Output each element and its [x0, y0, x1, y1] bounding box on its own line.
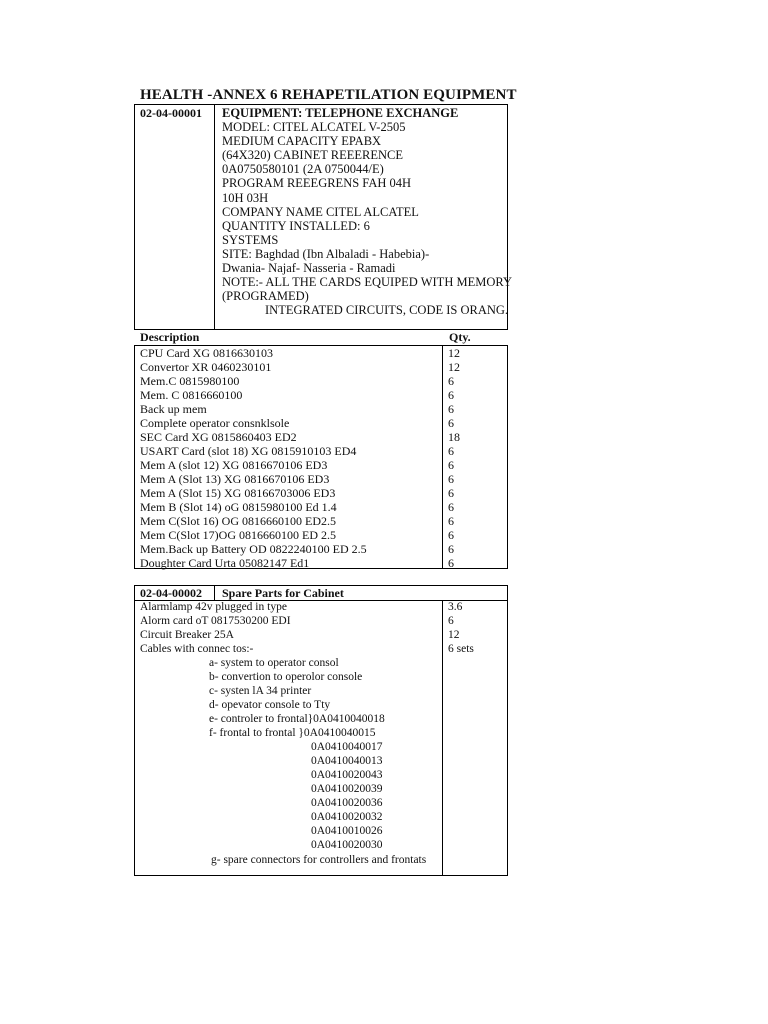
column-divider	[214, 586, 215, 600]
spare-parts-table	[134, 600, 508, 876]
part-description: Alarmlamp 42v plugged in type	[140, 601, 287, 613]
item-description: Mem C(Slot 16) OG 0816660100 ED2.5	[140, 514, 336, 528]
part-qty: 6 sets	[448, 643, 474, 655]
equipment-line: (64X320) CABINET REEERENCE	[222, 148, 404, 163]
item-qty: 6	[448, 402, 454, 416]
item-description: Mem A (slot 12) XG 0816670106 ED3	[140, 458, 328, 472]
table-row	[135, 811, 507, 825]
part-description: Cables with connec tos:-	[140, 643, 254, 655]
part-description: Circuit Breaker 25A	[140, 629, 234, 641]
item-description: Mem C(Slot 17)OG 0816660100 ED 2.5	[140, 528, 336, 542]
equipment-line: QUANTITY INSTALLED: 6	[222, 218, 370, 233]
table-row	[135, 402, 507, 416]
table-row	[135, 472, 507, 486]
part-code: 0A0410020039	[311, 783, 383, 795]
part-code: 0A0410020030	[311, 839, 383, 851]
item-description: CPU Card XG 0816630103	[140, 346, 274, 360]
qty-header: Qty.	[449, 330, 471, 344]
table-row	[135, 542, 507, 556]
equipment-line: MEDIUM CAPACITY EPABX	[222, 134, 382, 149]
equipment-line: Dwania- Najaf- Nasseria - Ramadi	[222, 261, 396, 276]
table-row	[135, 601, 507, 615]
part-code: 0A0410010026	[311, 825, 383, 837]
table-row	[135, 671, 507, 685]
item-qty: 6	[448, 486, 454, 500]
part-description: e- controler to frontal}0A0410040018	[209, 713, 385, 725]
table-row	[135, 657, 507, 671]
item-description: Mem A (Slot 13) XG 0816670106 ED3	[140, 472, 330, 486]
item-qty: 6	[448, 472, 454, 486]
part-description: c- systen lA 34 printer	[209, 685, 312, 697]
equipment-details	[222, 106, 513, 318]
item-qty: 6	[448, 556, 454, 570]
item-description: Convertor XR 0460230101	[140, 360, 272, 374]
table-row	[135, 615, 507, 629]
table-row	[135, 500, 507, 514]
table-row	[135, 486, 507, 500]
spare-parts-code: 02-04-00002	[140, 586, 202, 600]
item-qty: 18	[448, 430, 460, 444]
table-row	[135, 797, 507, 811]
item-qty: 6	[448, 388, 454, 402]
equipment-line: MODEL: CITEL ALCATEL V-2505	[222, 120, 406, 135]
table-row	[135, 685, 507, 699]
part-description: Alorm card oT 0817530200 EDI	[140, 615, 291, 627]
table-row	[135, 388, 507, 402]
table-row	[135, 854, 507, 868]
equipment-line: 0A0750580101 (2A 0750044/E)	[222, 162, 384, 177]
table-row	[135, 699, 507, 713]
item-qty: 6	[448, 444, 454, 458]
spare-parts-title: Spare Parts for Cabinet	[222, 586, 344, 600]
part-qty: 12	[448, 629, 460, 641]
table-row	[135, 514, 507, 528]
part-code: 0A0410020043	[311, 769, 383, 781]
part-code: 0A0410020032	[311, 811, 383, 823]
page-title: HEALTH -ANNEX 6 REHAPETILATION EQUIPMENT	[140, 87, 517, 103]
item-description: Mem. C 0816660100	[140, 388, 243, 402]
item-description: Mem.C 0815980100	[140, 374, 240, 388]
equipment-line: NOTE:- ALL THE CARDS EQUIPED WITH MEMORY	[222, 275, 513, 290]
equipment-header-box	[134, 104, 513, 330]
item-qty: 6	[448, 374, 454, 388]
item-qty: 12	[448, 346, 460, 360]
table-row	[135, 643, 507, 657]
item-description: Doughter Card Urta 05082147 Ed1	[140, 556, 310, 570]
item-description: USART Card (slot 18) XG 0815910103 ED4	[140, 444, 357, 458]
equipment-code: 02-04-00001	[140, 106, 202, 120]
equipment-line: 10H 03H	[222, 190, 269, 205]
item-qty: 12	[448, 360, 460, 374]
cards-table	[134, 345, 508, 569]
equipment-line: SYSTEMS	[222, 232, 279, 247]
equipment-line: COMPANY NAME CITEL ALCATEL	[222, 204, 419, 219]
item-description: Complete operator consnklsole	[140, 416, 290, 430]
column-divider	[214, 105, 215, 329]
table-row	[135, 556, 507, 570]
table-row	[135, 741, 507, 755]
table-row	[135, 727, 507, 741]
table-row	[135, 839, 507, 853]
equipment-line: PROGRAM REEEGRENS FAH 04H	[222, 176, 412, 191]
item-qty: 6	[448, 500, 454, 514]
table-row	[135, 458, 507, 472]
table-row	[135, 360, 507, 374]
table-row	[135, 783, 507, 797]
item-qty: 6	[448, 458, 454, 472]
part-description: g- spare connectors for controllers and frontats	[211, 854, 427, 866]
table-row	[135, 374, 507, 388]
table-row	[135, 769, 507, 783]
item-description: Mem B (Slot 14) oG 0815980100 Ed 1.4	[140, 500, 337, 514]
table-row	[135, 346, 507, 360]
spare-parts-header	[134, 585, 508, 601]
part-qty: 6	[448, 615, 454, 627]
part-description: f- frontal to frontal }0A0410040015	[209, 727, 376, 739]
table-row	[135, 755, 507, 769]
item-qty: 6	[448, 416, 454, 430]
part-qty: 3.6	[448, 601, 463, 613]
part-code: 0A0410040013	[311, 755, 383, 767]
table-row	[135, 416, 507, 430]
table-row	[135, 713, 507, 727]
part-description: b- convertion to operolor console	[209, 671, 363, 683]
item-qty: 6	[448, 528, 454, 542]
equipment-line: EQUIPMENT: TELEPHONE EXCHANGE	[222, 106, 459, 120]
item-description: Mem.Back up Battery OD 0822240100 ED 2.5	[140, 542, 367, 556]
table-row	[135, 825, 507, 839]
item-description: Back up mem	[140, 402, 207, 416]
table-row	[135, 528, 507, 542]
item-qty: 6	[448, 542, 454, 556]
table-row	[135, 629, 507, 643]
item-description: Mem A (Slot 15) XG 08166703006 ED3	[140, 486, 336, 500]
item-description: SEC Card XG 0815860403 ED2	[140, 430, 297, 444]
table-row	[135, 444, 507, 458]
part-description: d- opevator console to Tty	[209, 699, 331, 711]
part-code: 0A0410040017	[311, 741, 383, 753]
description-header: Description	[140, 330, 200, 344]
part-code: 0A0410020036	[311, 797, 383, 809]
part-description: a- system to operator consol	[209, 657, 339, 669]
item-qty: 6	[448, 514, 454, 528]
table-row	[135, 430, 507, 444]
equipment-line: (PROGRAMED)	[222, 289, 309, 304]
equipment-line: SITE: Baghdad (Ibn Albaladi - Habebia)-	[222, 246, 430, 261]
equipment-line: INTEGRATED CIRCUITS, CODE IS ORANG.	[265, 303, 509, 318]
